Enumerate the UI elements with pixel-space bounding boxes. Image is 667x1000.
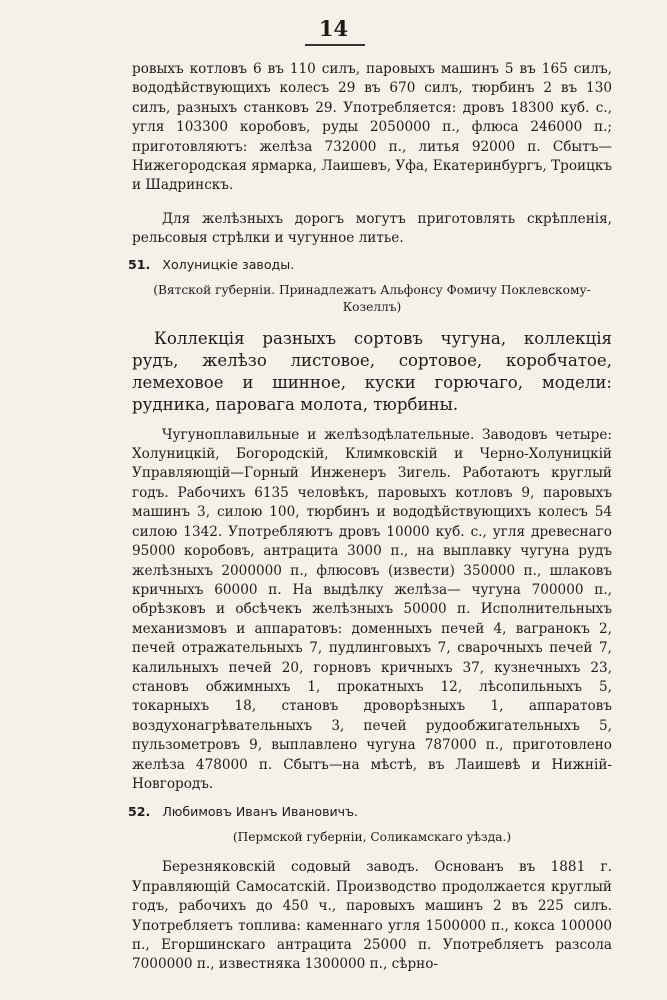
entry-51-description: Чугуноплавильные и желѣзодѣлательные. Заводовъ четыре: Холуницкій, Богородскій, Климковскій и Черно-Холуницкій Управляющій—Горный Инженеръ Зигель. Работаютъ круглый годъ. Рабочихъ 6135 человѣкъ, паровыхъ котловъ 9, паровыхъ машинъ 3, силою 100, тюрбинъ и вододѣйствующихъ колесъ 54 силою 1342. Употребляютъ дровъ 10000 куб. с., угля древеснаго 95000 коробовъ, антрацита 3000 п., на выплавку чугуна рудъ желѣзныхъ 2000000 п., флюсовъ (извести) 350000 п., шлаковъ кричныхъ 60000 п. На выдѣлку желѣза— чугуна 700000 п., обрѣзковъ и обсѣчекъ желѣзныхъ 50000 п. Исполнительныхъ механизмовъ и аппаратовъ: доменныхъ печей 4, вагранокъ 2, печей отражательныхъ 7, пудлинговыхъ 7, сварочныхъ печей 7, калильныхъ печей 20, горновъ кричныхъ 37, кузнечныхъ 23, становъ обжимныхъ 1, прокатныхъ 12, лѣсопильныхъ 5, токарныхъ 18, становъ дроворѣзныхъ 1, аппаратовъ воздухонагрѣвательныхъ 3, печей рудообжигательныхъ 5, пульзометровъ 9, выплавлено чугуна 787000 п., приготовлено желѣза 478000 п. Сбытъ—на мѣстѣ, въ Лаишевѣ и Нижній-Новгородъ.	[132, 426, 612, 792]
entry-52-heading	[128, 804, 612, 819]
entry-51-number: 51.	[128, 256, 151, 272]
entry-52-name: Любимовъ Иванъ Ивановичъ.	[162, 804, 359, 820]
page-number: 14	[318, 16, 349, 41]
entry-52-description: Березняковскій содовый заводъ. Основанъ въ 1881 г. Управляющій Самосатскій. Производство продолжается круглый годъ, рабочихъ до 450 ч., паровыхъ машинъ 2 въ 225 силъ. Употребляетъ топлива: каменнаго угля 1500000 п., кокса 100000 п., Егоршинскаго антрацита 25000 п. Употребляетъ разсола 7000000 п., известняка 1300000 п., сѣрно-	[132, 859, 612, 973]
paragraph-continuation: ровыхъ котловъ 6 въ 110 силъ, паровыхъ машинъ 5 въ 165 силъ, вододѣйствующихъ колесъ 29 въ 670 силъ, тюрбинъ 2 въ 130 силъ, разныхъ станковъ 29. Употребляется: дровъ 18300 куб. с., угля 103300 коробовъ, руды 2050000 п., флюса 246000 п.; приготовляютъ: желѣза 732000 п., литья 92000 п. Сбытъ—Нижегородская ярмарка, Лаишевъ, Уфа, Екатеринбургъ, Троицкъ и Шадринскъ.	[132, 61, 612, 194]
page-content	[128, 60, 612, 975]
entry-52-number: 52.	[128, 804, 151, 820]
entry-51-name: Холуницкіе заводы.	[162, 256, 295, 272]
entry-51-location: (Вятской губерніи. Принадлежатъ Альфонсу Фомичу Поклевскому-Козеллъ)	[153, 282, 591, 314]
paragraph-railway-note: Для желѣзныхъ дорогъ могутъ приготовлять скрѣпленія, рельсовыя стрѣлки и чугунное литье.	[132, 210, 612, 247]
header-rule	[305, 44, 365, 46]
entry-51-collection: Коллекція разныхъ сортовъ чугуна, коллекція рудъ, желѣзо листовое, сортовое, коробчатое, лемеховое и шинное, куски горючаго, модели: рудника, паровага молота, тюрбины.	[132, 328, 612, 414]
entry-51-heading	[128, 257, 612, 272]
entry-52-location: (Пермской губерніи, Соликамскаго уѣзда.)	[232, 830, 512, 845]
